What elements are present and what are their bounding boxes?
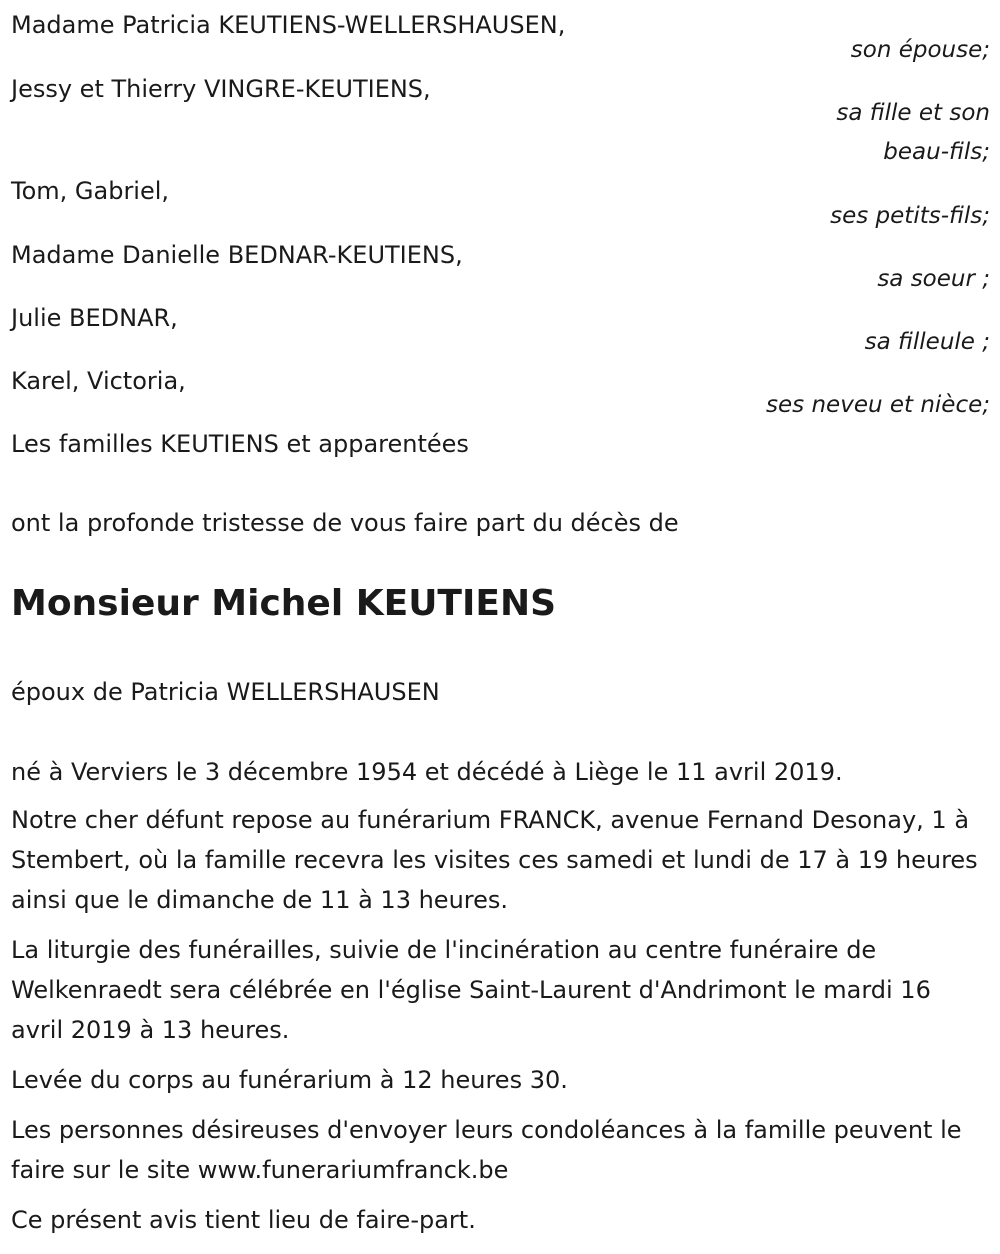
- spouse-line: époux de Patricia WELLERSHAUSEN: [11, 678, 440, 706]
- family-member-name: Madame Danielle BEDNAR-KEUTIENS,: [11, 241, 463, 269]
- levee-paragraph: Levée du corps au funérarium à 12 heures 30.: [11, 1066, 568, 1094]
- family-member-relation: sa soeur ;: [877, 266, 990, 292]
- condolences-paragraph: Les personnes désireuses d'envoyer leurs condoléances à la famille peuvent le faire sur le site www.funerariumfranck.be: [11, 1116, 962, 1184]
- family-member-relation: ses neveu et nièce;: [766, 392, 990, 418]
- family-member-relation: son épouse;: [850, 37, 990, 63]
- family-member-name: Tom, Gabriel,: [11, 177, 170, 205]
- family-member-relation: sa fille et son: [836, 100, 990, 126]
- deceased-name: Monsieur Michel KEUTIENS: [11, 583, 557, 624]
- family-member-relation: ses petits-fils;: [830, 203, 990, 229]
- visitation-paragraph: Notre cher défunt repose au funérarium FRANCK, avenue Fernand Desonay, 1 à Stembert, où la famille recevra les visites ces samedi et lundi de 17 à 19 heures ainsi que le dimanche de 11 à 13 heures.: [11, 806, 978, 914]
- family-member-name: Julie BEDNAR,: [11, 304, 178, 332]
- closing-paragraph: Ce présent avis tient lieu de faire-part.: [11, 1206, 476, 1234]
- family-member-name: Les familles KEUTIENS et apparentées: [11, 430, 469, 458]
- family-member-name: Karel, Victoria,: [11, 367, 186, 395]
- funeral-paragraph: La liturgie des funérailles, suivie de l'incinération au centre funéraire de Welkenraedt sera célébrée en l'église Saint-Laurent d'Andrimont le mardi 16 avril 2019 à 13 heures.: [11, 936, 931, 1044]
- family-member-name: Madame Patricia KEUTIENS-WELLERSHAUSEN,: [11, 11, 566, 39]
- family-member-name: Jessy et Thierry VINGRE-KEUTIENS,: [11, 75, 431, 103]
- death-notice: [11, 0, 990, 1254]
- family-member-relation: sa filleule ;: [864, 329, 990, 355]
- birth-death-line: né à Verviers le 3 décembre 1954 et décédé à Liège le 11 avril 2019.: [11, 758, 843, 786]
- family-member-relation: beau-fils;: [883, 139, 990, 165]
- announcement: ont la profonde tristesse de vous faire part du décès de: [11, 509, 679, 537]
